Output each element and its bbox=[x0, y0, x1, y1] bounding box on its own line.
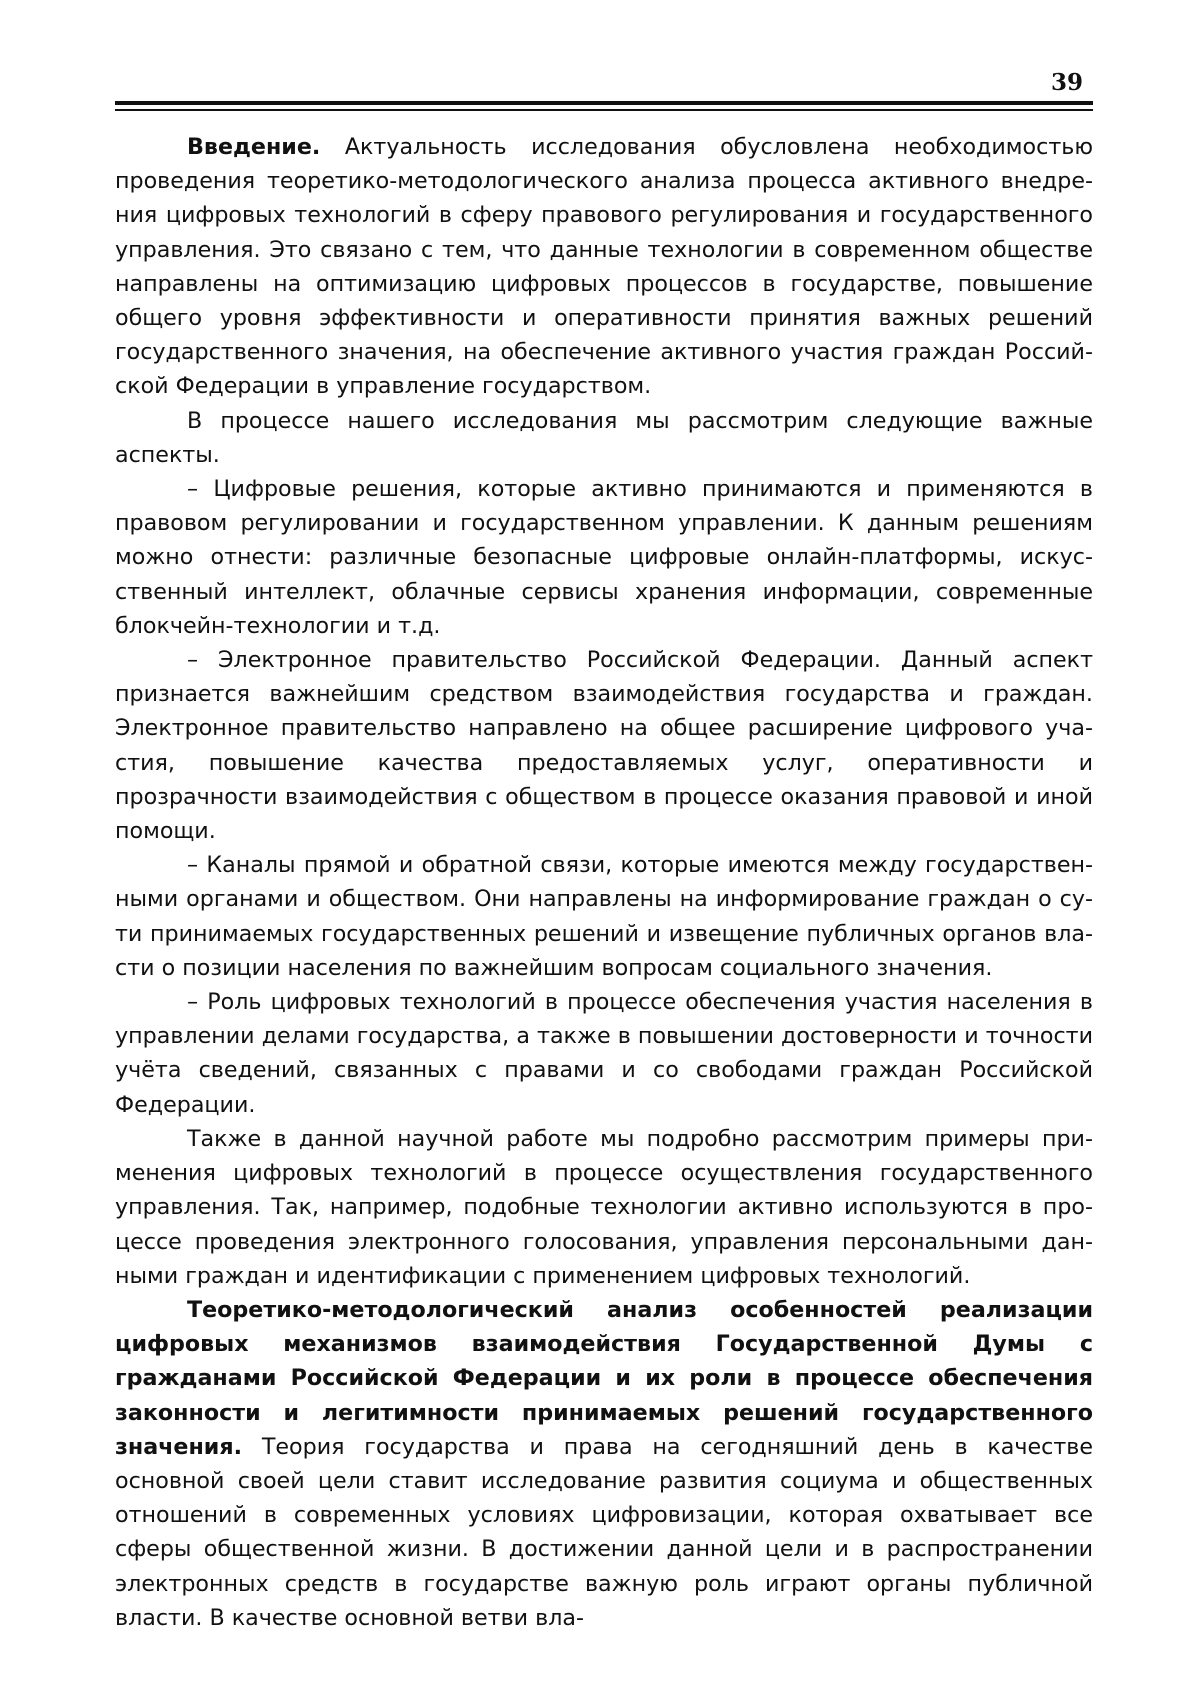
introduction-text: Актуальность исследования обусловлена необходимостью проведения теоретико-методологического анализа процесса активного внедрения цифровых технологий в сферу правового регулирования и государственного управления. Это связано с тем, что данные технологии в современном обществе направлены на оптимизацию цифровых процессов в государстве, повышение общего уровня эффективности и оперативности принятия важных решений государственного значения, на обеспечение активного участия граждан Российской Федерации в управление государством. bbox=[115, 134, 1093, 400]
header-rule-thick bbox=[115, 101, 1093, 105]
paragraph-aspect-4: – Роль цифровых технологий в процессе обеспечения участия населения в управлении делами государства, а также в повышении достоверности и точности учёта сведений, связанных с правами и со свободами граждан Российской Федерации. bbox=[115, 989, 1093, 1118]
page-number: 39 bbox=[1050, 69, 1083, 96]
paragraph-aspect-3: – Каналы прямой и обратной связи, которые имеются между государственными органами и обществом. Они направлены на информирование граждан о сути принимаемых государственных решений и извещение публичных органов власти о позиции населения по важнейшим вопросам социального значения. bbox=[115, 852, 1093, 981]
section-heading: Теоретико-методологический анализ особенностей реализации цифровых механизмов взаимодействия Государственной Думы с гражданами Российской Федерации и их роли в процессе обеспечения законности и легитимности принимаемых решений государственного значения. bbox=[115, 1296, 1093, 1460]
section-text: Теория государства и права на сегодняшний день в качестве основной своей цели ставит исследование развития социума и общественных отношений в современных условиях цифровизации, которая охватывает все сферы общественной жизни. В достижении данной цели и в распространении электронных средств в государстве важную роль играют органы публичной власти. В качестве основной ветви вла- bbox=[115, 1433, 1093, 1631]
introduction-heading: Введение. bbox=[187, 134, 321, 160]
paragraph-section bbox=[115, 1293, 1093, 1635]
paragraph-introduction bbox=[115, 130, 1093, 404]
header-rule-thin bbox=[115, 109, 1093, 111]
paragraph-aspects-intro: В процессе нашего исследования мы рассмотрим следующие важные аспекты. bbox=[115, 407, 1093, 468]
paragraph-aspect-2: – Электронное правительство Российской Федерации. Данный аспект признается важнейшим средством взаимодействия государства и граждан. Электронное правительство направлено на общее расширение цифрового участия, повышение качества предоставляемых услуг, оперативности и прозрачности взаимодействия с обществом в процессе оказания правовой и иной помощи. bbox=[115, 647, 1093, 845]
body-text bbox=[115, 130, 1093, 1635]
paragraph-aspect-1: – Цифровые решения, которые активно принимаются и применяются в правовом регулировании и государственном управлении. К данным решениям можно отнести: различные безопасные цифровые онлайн-платформы, искусственный интеллект, облачные сервисы хранения информации, современные блокчейн-технологии и т.д. bbox=[115, 476, 1093, 639]
paragraph-examples: Также в данной научной работе мы подробно рассмотрим примеры применения цифровых технологий в процессе осуществления государственного управления. Так, например, подобные технологии активно используются в процессе проведения электронного голосования, управления персональными данными граждан и идентификации с применением цифровых технологий. bbox=[115, 1125, 1093, 1289]
